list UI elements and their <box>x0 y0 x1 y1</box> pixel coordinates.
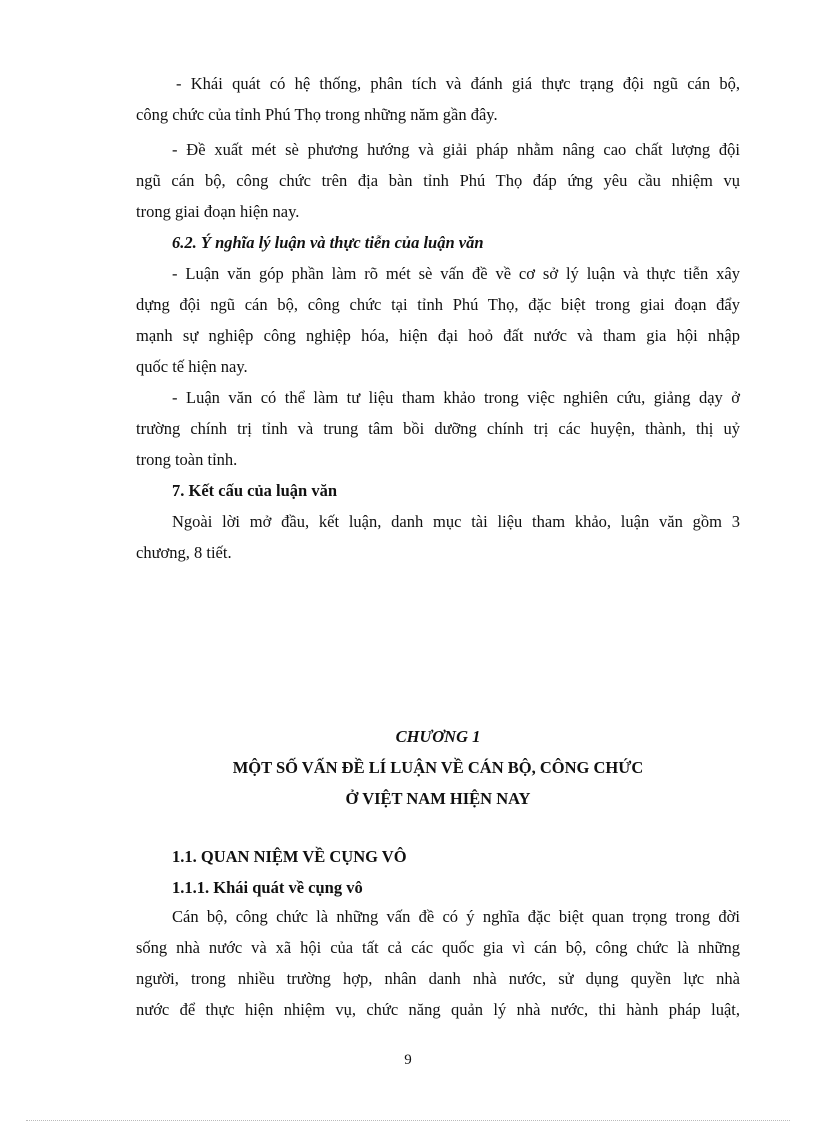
paragraph-line: người, trong nhiều trường hợp, nhân danh nhà nước, sử dụng quyền lực nhà <box>136 969 740 988</box>
page-number: 9 <box>404 1052 412 1068</box>
section-heading-1-1-1: 1.1.1. Khái quát về cụng vô <box>172 878 363 897</box>
footer-divider <box>26 1120 790 1121</box>
section-heading-6-2: 6.2. Ý nghĩa lý luận và thực tiễn của luận văn <box>172 233 484 252</box>
chapter-title-line-1: MỘT SỐ VẤN ĐỀ LÍ LUẬN VỀ CÁN BỘ, CÔNG CHỨC <box>232 758 644 777</box>
section-heading-1-1: 1.1. QUAN NIỆM VỀ CỤNG VÔ <box>172 847 407 866</box>
paragraph-line: trường chính trị tỉnh và trung tâm bồi dưỡng chính trị các huyện, thành, thị uỷ <box>136 419 740 438</box>
chapter-label: CHƯƠNG 1 <box>395 727 481 746</box>
paragraph-line: trong toàn tỉnh. <box>136 450 238 469</box>
paragraph-line: - Đề xuất mét sè phương hướng và giải pháp nhằm nâng cao chất lượng đội <box>172 140 740 159</box>
paragraph-line: chương, 8 tiết. <box>136 543 232 562</box>
paragraph-line: Ngoài lời mở đầu, kết luận, danh mục tài liệu tham khảo, luận văn gồm 3 <box>172 512 740 531</box>
paragraph-line: nước để thực hiện nhiệm vụ, chức năng quản lý nhà nước, thi hành pháp luật, <box>136 1000 740 1019</box>
paragraph-line: Cán bộ, công chức là những vấn đề có ý nghĩa đặc biệt quan trọng trong đời <box>172 907 740 926</box>
paragraph-line: mạnh sự nghiệp công nghiệp hóa, hiện đại hoỏ đất nước và tham gia hội nhập <box>136 326 740 345</box>
paragraph-line: - Khái quát có hệ thống, phân tích và đánh giá thực trạng đội ngũ cán bộ, <box>176 74 740 93</box>
paragraph-line: ngũ cán bộ, công chức trên địa bàn tỉnh Phú Thọ đáp ứng yêu cầu nhiệm vụ <box>136 171 740 190</box>
paragraph-line: dựng đội ngũ cán bộ, công chức tại tỉnh Phú Thọ, đặc biệt trong giai đoạn đẩy <box>136 295 740 314</box>
paragraph-line: sống nhà nước và xã hội của tất cả các quốc gia vì cán bộ, công chức là những <box>136 938 740 957</box>
section-heading-7: 7. Kết cấu của luận văn <box>172 481 338 500</box>
paragraph-line: - Luận văn có thể làm tư liệu tham khảo trong việc nghiên cứu, giảng dạy ở <box>172 388 740 407</box>
paragraph-line: trong giai đoạn hiện nay. <box>136 202 300 221</box>
paragraph-line: công chức của tỉnh Phú Thọ trong những năm gần đây. <box>136 105 498 124</box>
chapter-title-line-2: Ở VIỆT NAM HIỆN NAY <box>345 789 531 808</box>
paragraph-line: quốc tế hiện nay. <box>136 357 248 376</box>
paragraph-line: - Luận văn góp phần làm rõ mét sè vấn đề về cơ sở lý luận và thực tiễn xây <box>172 264 740 283</box>
